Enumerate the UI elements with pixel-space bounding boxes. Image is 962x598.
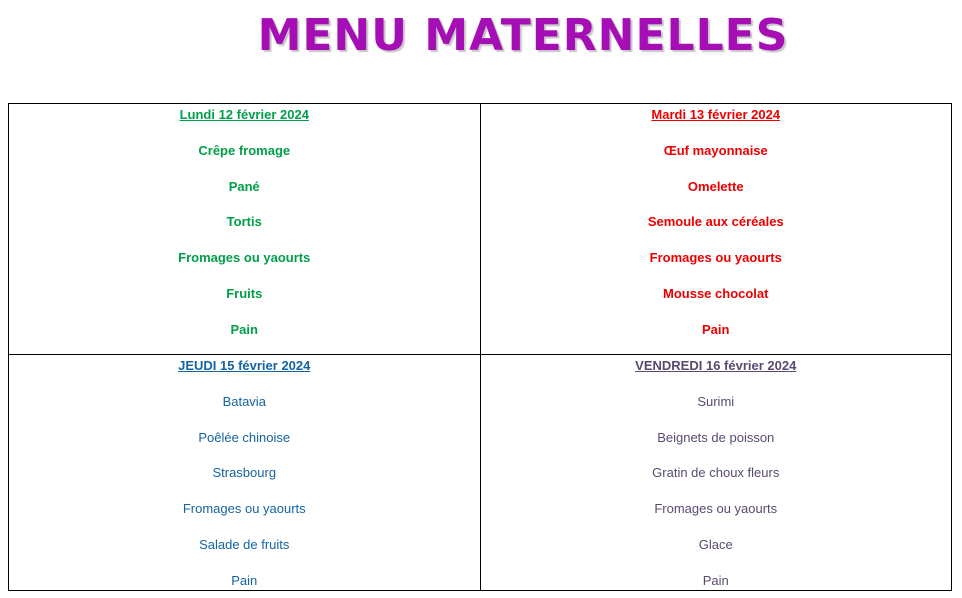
dish-item: Fromages ou yaourts bbox=[178, 250, 311, 266]
menu-row-top bbox=[9, 104, 952, 355]
day-title-tuesday: Mardi 13 février 2024 bbox=[651, 107, 781, 122]
dish-item: Omelette bbox=[687, 178, 744, 194]
dish-item: Œuf mayonnaise bbox=[663, 142, 768, 158]
dish-item: Surimi bbox=[697, 393, 735, 409]
day-cell-monday bbox=[9, 104, 481, 355]
day-cell-thursday bbox=[9, 355, 481, 591]
dish-item: Strasbourg bbox=[212, 465, 277, 481]
dish-item: Pain bbox=[230, 321, 258, 337]
menu-table bbox=[8, 103, 952, 591]
dish-item: Fruits bbox=[226, 285, 263, 301]
dish-item: Poêlée chinoise bbox=[198, 429, 291, 445]
dish-item: Glace bbox=[698, 536, 733, 552]
dish-item: Pané bbox=[228, 178, 260, 194]
dish-item: Mousse chocolat bbox=[663, 285, 769, 301]
day-cell-tuesday bbox=[480, 104, 952, 355]
dish-list-friday bbox=[481, 393, 952, 590]
dish-item: Tortis bbox=[226, 214, 262, 230]
dish-item: Batavia bbox=[222, 393, 266, 409]
dish-item: Salade de fruits bbox=[199, 536, 290, 552]
day-cell-friday bbox=[480, 355, 952, 591]
menu-row-bottom bbox=[9, 355, 952, 591]
dish-item: Pain bbox=[702, 321, 730, 337]
dish-item: Fromages ou yaourts bbox=[649, 250, 782, 266]
dish-list-tuesday bbox=[481, 142, 952, 339]
dish-list-monday bbox=[9, 142, 480, 339]
dish-item: Semoule aux céréales bbox=[647, 214, 784, 230]
dish-item: Crêpe fromage bbox=[198, 142, 291, 158]
dish-item: Pain bbox=[231, 572, 258, 588]
page-title: MENU MATERNELLES bbox=[257, 10, 789, 61]
dish-item: Fromages ou yaourts bbox=[654, 501, 778, 517]
dish-list-thursday bbox=[9, 393, 480, 590]
dish-item: Pain bbox=[702, 572, 729, 588]
dish-item: Beignets de poisson bbox=[657, 429, 775, 445]
day-title-monday: Lundi 12 février 2024 bbox=[179, 107, 309, 122]
day-title-friday: VENDREDI 16 février 2024 bbox=[635, 358, 797, 373]
dish-item: Fromages ou yaourts bbox=[182, 501, 306, 517]
day-title-thursday: JEUDI 15 février 2024 bbox=[178, 358, 311, 373]
dish-item: Gratin de choux fleurs bbox=[652, 465, 780, 481]
